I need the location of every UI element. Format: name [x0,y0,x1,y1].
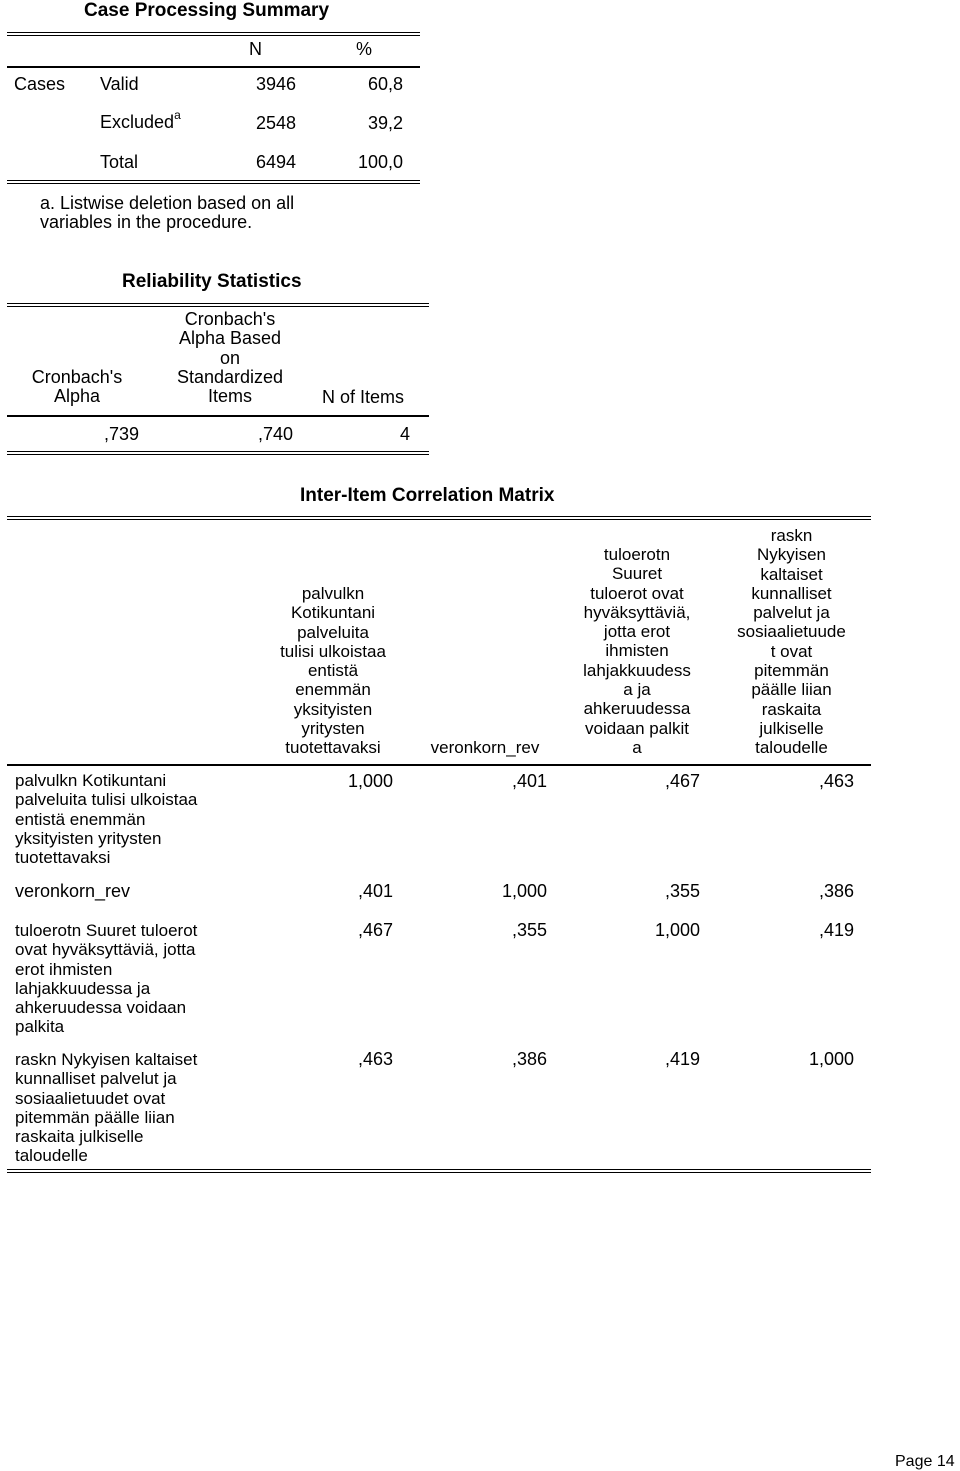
matrix-cell: ,467 [664,771,700,791]
cp-row-pct: 60,8 [367,74,403,94]
matrix-bottom-rule [7,1169,871,1173]
matrix-cell: ,419 [664,1049,700,1069]
matrix-row-label: veronkorn_rev [15,881,131,901]
matrix-cell: 1,000 [808,1049,854,1069]
cp-row-pct: 100,0 [357,152,403,172]
cp-row-n: 2548 [255,113,296,133]
matrix-cell: ,386 [511,1049,547,1069]
cp-row-label: Valid [100,74,139,94]
rel-header-alpha: Cronbach's Alpha [31,367,123,407]
case-processing-bottom-rule [7,180,420,184]
case-processing-title: Case Processing Summary [84,0,330,21]
matrix-cell: ,463 [357,1049,393,1069]
matrix-title: Inter-Item Correlation Matrix [300,485,555,506]
matrix-cell: 1,000 [347,771,393,791]
matrix-row-label: raskn Nykyisen kaltaiset kunnalliset palvelut ja sosiaalietuudet ovat pitemmän päälle liian raskaita julkiselle taloudelle [15,1050,198,1166]
rel-header-rule [7,415,429,417]
matrix-col-header: raskn Nykyisen kaltaiset kunnalliset palvelut ja sosiaalietuude t ovat pitemmän päälle liian raskaita julkiselle taloudelle [737,526,846,758]
matrix-cell: ,467 [357,920,393,940]
matrix-cell: ,419 [818,920,854,940]
cp-footnote: a. Listwise deletion based on all variables in the procedure. [40,193,295,233]
matrix-row-label: palvulkn Kotikuntani palveluita tulisi ulkoistaa entistä enemmän yksityisten yritysten tuotettavaksi [15,771,198,868]
cp-row-label: Total [100,152,139,172]
cp-row-label: Excluded$^a$ [100,108,181,132]
cp-header-rule [7,66,420,68]
case-processing-top-rule [7,32,420,36]
cp-row-n: 3946 [255,74,296,94]
matrix-cell: ,355 [511,920,547,940]
matrix-header-rule [7,764,871,766]
matrix-top-rule [7,516,871,520]
matrix-cell: ,355 [664,881,700,901]
matrix-cell: 1,000 [654,920,700,940]
matrix-row-label: tuloerotn Suuret tuloerot ovat hyväksyttäviä, jotta erot ihmisten lahjakkuudessa ja ahkeruudessa voidaan palkita [15,921,198,1037]
matrix-cell: ,463 [818,771,854,791]
matrix-col-header: veronkorn_rev [430,738,540,757]
rel-value-std-alpha: ,740 [257,424,293,444]
cp-row-pct: 39,2 [367,113,403,133]
matrix-col-header: tuloerotn Suuret tuloerot ovat hyväksyttäviä, jotta erot ihmisten lahjakkuudess a ja ahkeruudessa voidaan palkit a [583,545,691,757]
matrix-col-header: palvulkn Kotikuntani palveluita tulisi ulkoistaa entistä enemmän yksityisten yritysten tuotettavaksi [280,584,386,758]
cp-col-pct-header: % [356,39,373,59]
reliability-top-rule [7,303,429,307]
cp-row-n: 6494 [255,152,296,172]
footnote-marker: a [174,108,181,122]
rel-value-alpha: ,739 [103,424,139,444]
matrix-cell: ,401 [511,771,547,791]
reliability-bottom-rule [7,451,429,455]
matrix-cell: ,386 [818,881,854,901]
cp-group-label: Cases [14,74,66,94]
cp-col-n-header: N [249,39,262,59]
matrix-cell: 1,000 [501,881,547,901]
rel-header-n-items: N of Items [322,387,405,407]
reliability-title: Reliability Statistics [122,271,302,292]
rel-value-n-items: 4 [399,424,410,444]
rel-header-std-alpha: Cronbach's Alpha Based on Standardized Items [176,309,284,407]
page-number: Page 14 [895,1453,955,1470]
matrix-cell: ,401 [357,881,393,901]
